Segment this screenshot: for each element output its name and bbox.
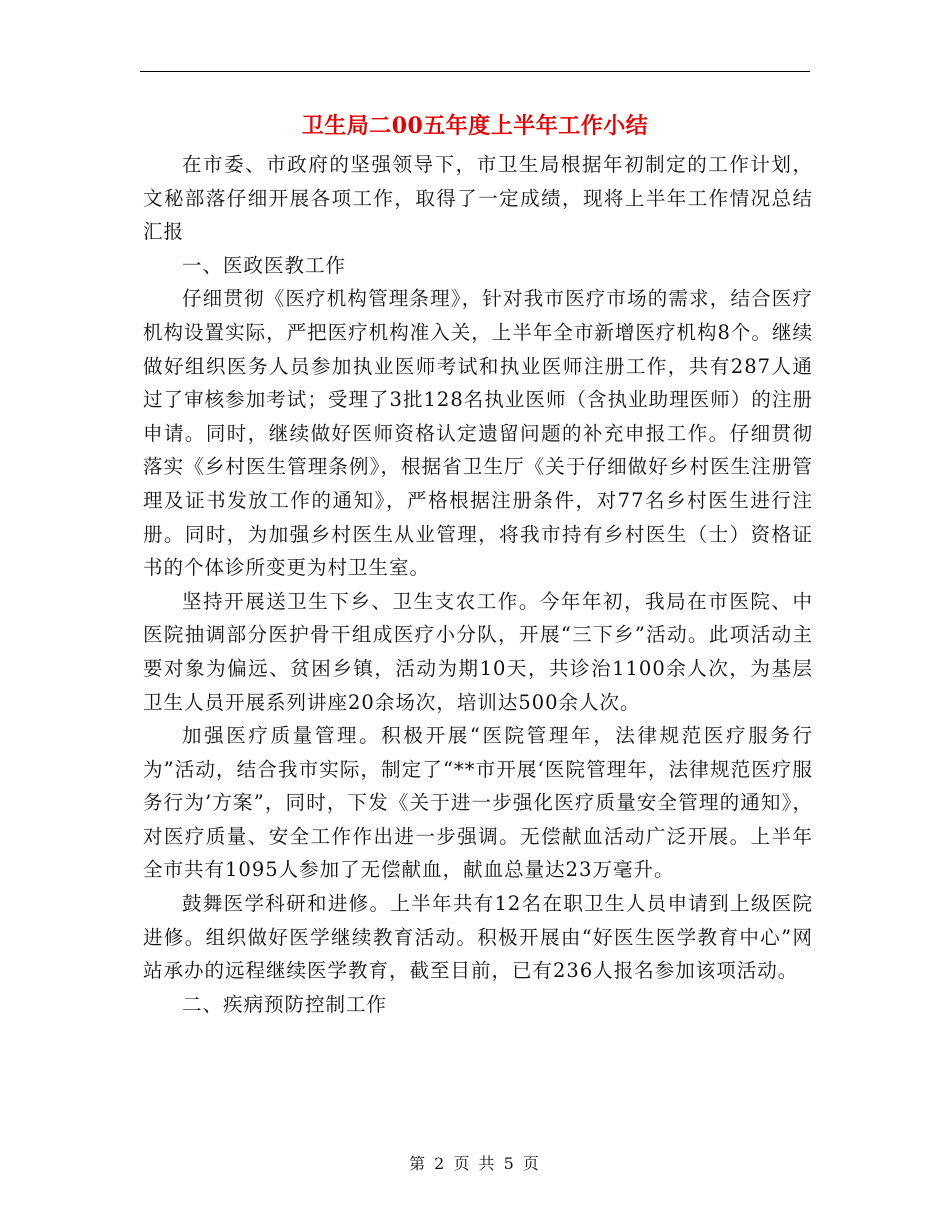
- paragraph-1: 仔细贯彻《医疗机构管理条理》，针对我市医疗市场的需求，结合医疗机构设置实际，严把医疗机构准入关，上半年全市新增医疗机构8个。继续做好组织医务人员参加执业医师考试和执业医师注册工作，共有287人通过了审核参加考试；受理了3批128名执业医师（含执业助理医师）的注册申请。同时，继续做好医师资格认定遗留问题的补充申报工作。仔细贯彻落实《乡村医生管理条例》，根据省卫生厅《关于仔细做好乡村医生注册管理及证书发放工作的通知》，严格根据注册条件，对77名乡村医生进行注册。同时，为加强乡村医生从业管理，将我市持有乡村医生（士）资格证书的个体诊所变更为村卫生室。: [143, 287, 813, 580]
- document-title: 卫生局二00五年度上半年工作小结: [301, 113, 649, 139]
- paragraph-2: 坚持开展送卫生下乡、卫生支农工作。今年年初，我局在市医院、中医院抽调部分医护骨干组成医疗小分队，开展“三下乡”活动。此项活动主要对象为偏远、贫困乡镇，活动为期10天，共诊治1100余人次，为基层卫生人员开展系列讲座20余场次，培训达500余人次。: [143, 589, 813, 714]
- page-footer: [0, 1152, 950, 1176]
- paragraph-3: 加强医疗质量管理。积极开展“医院管理年，法律规范医疗服务行为”活动，结合我市实际，制定了“**市开展‘医院管理年，法律规范医疗服务行为’方案”，同时，下发《关于进一步强化医疗质量安全管理的通知》，对医疗质量、安全工作作出进一步强调。无偿献血活动广泛开展。上半年全市共有1095人参加了无偿献血，献血总量达23万毫升。: [143, 724, 813, 882]
- section-heading-1: 一、医政医教工作: [182, 253, 347, 277]
- document-body: [143, 148, 813, 1021]
- header-rule: [140, 71, 810, 72]
- paragraph-4: 鼓舞医学科研和进修。上半年共有12名在职卫生人员申请到上级医院进修。组织做好医学继续教育活动。积极开展由“好医生医学教育中心”网站承办的远程继续医学教育，截至目前，已有236人报名参加该项活动。: [143, 892, 813, 983]
- intro-paragraph: 在市委、市政府的坚强领导下，市卫生局根据年初制定的工作计划，文秘部落仔细开展各项工作，取得了一定成绩，现将上半年工作情况总结汇报: [143, 153, 813, 244]
- page-number-label: 第 2 页 共 5 页: [409, 1154, 541, 1173]
- section-heading-2: 二、疾病预防控制工作: [182, 992, 388, 1016]
